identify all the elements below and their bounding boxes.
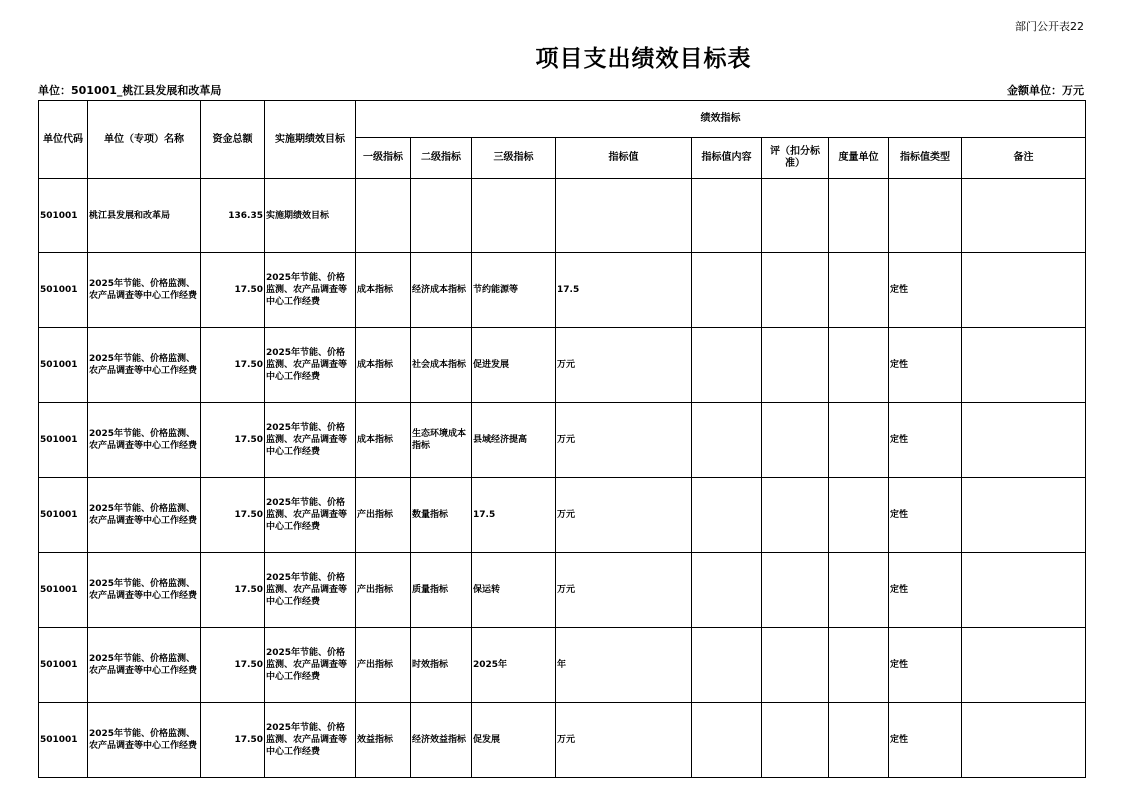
cell-scoring-standard [762,478,829,553]
cell-level1 [356,179,411,253]
cell-value-content [692,703,762,778]
cell-level1: 产出指标 [356,478,411,553]
table-row [39,553,1086,628]
cell-goal: 实施期绩效目标 [265,179,356,253]
cell-unit-name: 2025年节能、价格监测、农产品调查等中心工作经费 [88,628,201,703]
cell-remarks [962,328,1086,403]
cell-amount: 17.50 [201,553,265,628]
cell-value-content [692,328,762,403]
table-row [39,628,1086,703]
header-unit-code: 单位代码 [39,101,88,179]
cell-unit-code: 501001 [39,403,88,478]
form-number-label: 部门公开表22 [1015,20,1084,33]
cell-level3: 17.5 [472,478,556,553]
cell-unit-code: 501001 [39,328,88,403]
cell-indicator-value: 万元 [556,403,692,478]
cell-goal: 2025年节能、价格监测、农产品调查等中心工作经费 [265,553,356,628]
header-remarks: 备注 [962,138,1086,179]
cell-measure-unit [829,253,889,328]
cell-indicator-value: 万元 [556,478,692,553]
cell-unit-code: 501001 [39,253,88,328]
cell-unit-name: 2025年节能、价格监测、农产品调查等中心工作经费 [88,703,201,778]
cell-value-content [692,553,762,628]
header-level2: 二级指标 [411,138,472,179]
header-measure-unit: 度量单位 [829,138,889,179]
cell-unit-code: 501001 [39,179,88,253]
cell-level1: 产出指标 [356,628,411,703]
cell-amount: 17.50 [201,628,265,703]
cell-level2: 经济成本指标 [411,253,472,328]
cell-remarks [962,253,1086,328]
cell-amount: 17.50 [201,328,265,403]
cell-scoring-standard [762,253,829,328]
cell-unit-code: 501001 [39,553,88,628]
cell-goal: 2025年节能、价格监测、农产品调查等中心工作经费 [265,703,356,778]
cell-unit-name: 2025年节能、价格监测、农产品调查等中心工作经费 [88,403,201,478]
cell-level1: 成本指标 [356,253,411,328]
cell-goal: 2025年节能、价格监测、农产品调查等中心工作经费 [265,328,356,403]
performance-table [38,100,1086,778]
cell-unit-name: 2025年节能、价格监测、农产品调查等中心工作经费 [88,478,201,553]
page-title: 项目支出绩效目标表 [535,46,752,72]
cell-measure-unit [829,179,889,253]
header-value-type: 指标值类型 [889,138,962,179]
cell-indicator-value: 年 [556,628,692,703]
cell-goal: 2025年节能、价格监测、农产品调查等中心工作经费 [265,253,356,328]
table-row [39,403,1086,478]
unit-label: 单位：501001_桃江县发展和改革局 [38,84,222,97]
cell-measure-unit [829,403,889,478]
cell-level3: 促发展 [472,703,556,778]
cell-value-type: 定性 [889,253,962,328]
cell-scoring-standard [762,328,829,403]
cell-measure-unit [829,553,889,628]
cell-measure-unit [829,703,889,778]
cell-unit-code: 501001 [39,628,88,703]
cell-value-type: 定性 [889,328,962,403]
header-value-content: 指标值内容 [692,138,762,179]
cell-level2: 经济效益指标 [411,703,472,778]
header-scoring-standard: 评（扣分标准） [762,138,829,179]
cell-goal: 2025年节能、价格监测、农产品调查等中心工作经费 [265,403,356,478]
cell-measure-unit [829,478,889,553]
cell-level1: 成本指标 [356,403,411,478]
cell-value-type: 定性 [889,628,962,703]
cell-goal: 2025年节能、价格监测、农产品调查等中心工作经费 [265,478,356,553]
cell-value-type: 定性 [889,703,962,778]
header-performance-indicators: 绩效指标 [356,101,1086,138]
cell-unit-name: 2025年节能、价格监测、农产品调查等中心工作经费 [88,553,201,628]
cell-level3: 县域经济提高 [472,403,556,478]
cell-level2: 数量指标 [411,478,472,553]
table-row [39,179,1086,253]
header-goal: 实施期绩效目标 [265,101,356,179]
cell-remarks [962,703,1086,778]
header-unit-name: 单位（专项）名称 [88,101,201,179]
cell-measure-unit [829,628,889,703]
cell-value-content [692,478,762,553]
cell-scoring-standard [762,703,829,778]
cell-unit-code: 501001 [39,703,88,778]
cell-level1: 成本指标 [356,328,411,403]
cell-scoring-standard [762,628,829,703]
cell-amount: 17.50 [201,478,265,553]
cell-goal: 2025年节能、价格监测、农产品调查等中心工作经费 [265,628,356,703]
cell-level2: 生态环境成本指标 [411,403,472,478]
table-row [39,703,1086,778]
table-row [39,253,1086,328]
cell-unit-name: 2025年节能、价格监测、农产品调查等中心工作经费 [88,328,201,403]
cell-indicator-value: 万元 [556,328,692,403]
cell-measure-unit [829,328,889,403]
cell-amount: 17.50 [201,403,265,478]
table-row [39,478,1086,553]
cell-unit-name: 桃江县发展和改革局 [88,179,201,253]
cell-value-type [889,179,962,253]
cell-remarks [962,628,1086,703]
cell-remarks [962,179,1086,253]
header-level3: 三级指标 [472,138,556,179]
cell-scoring-standard [762,553,829,628]
cell-remarks [962,553,1086,628]
cell-level1: 产出指标 [356,553,411,628]
cell-value-content [692,628,762,703]
cell-level2: 质量指标 [411,553,472,628]
cell-level2: 时效指标 [411,628,472,703]
cell-scoring-standard [762,179,829,253]
cell-indicator-value: 万元 [556,703,692,778]
cell-level3: 促进发展 [472,328,556,403]
cell-unit-code: 501001 [39,478,88,553]
cell-level2 [411,179,472,253]
cell-value-content [692,403,762,478]
cell-remarks [962,478,1086,553]
cell-amount: 136.35 [201,179,265,253]
cell-level2: 社会成本指标 [411,328,472,403]
cell-indicator-value: 17.5 [556,253,692,328]
cell-level3: 保运转 [472,553,556,628]
cell-level3: 2025年 [472,628,556,703]
cell-remarks [962,403,1086,478]
cell-value-type: 定性 [889,478,962,553]
cell-indicator-value: 万元 [556,553,692,628]
currency-unit-label: 金额单位：万元 [1007,84,1084,97]
cell-value-content [692,253,762,328]
cell-level3 [472,179,556,253]
cell-indicator-value [556,179,692,253]
cell-value-type: 定性 [889,403,962,478]
cell-level3: 节约能源等 [472,253,556,328]
header-indicator-value: 指标值 [556,138,692,179]
cell-unit-name: 2025年节能、价格监测、农产品调查等中心工作经费 [88,253,201,328]
header-level1: 一级指标 [356,138,411,179]
cell-value-type: 定性 [889,553,962,628]
cell-amount: 17.50 [201,703,265,778]
table-row [39,328,1086,403]
cell-level1: 效益指标 [356,703,411,778]
header-amount: 资金总额 [201,101,265,179]
cell-scoring-standard [762,403,829,478]
cell-amount: 17.50 [201,253,265,328]
cell-value-content [692,179,762,253]
